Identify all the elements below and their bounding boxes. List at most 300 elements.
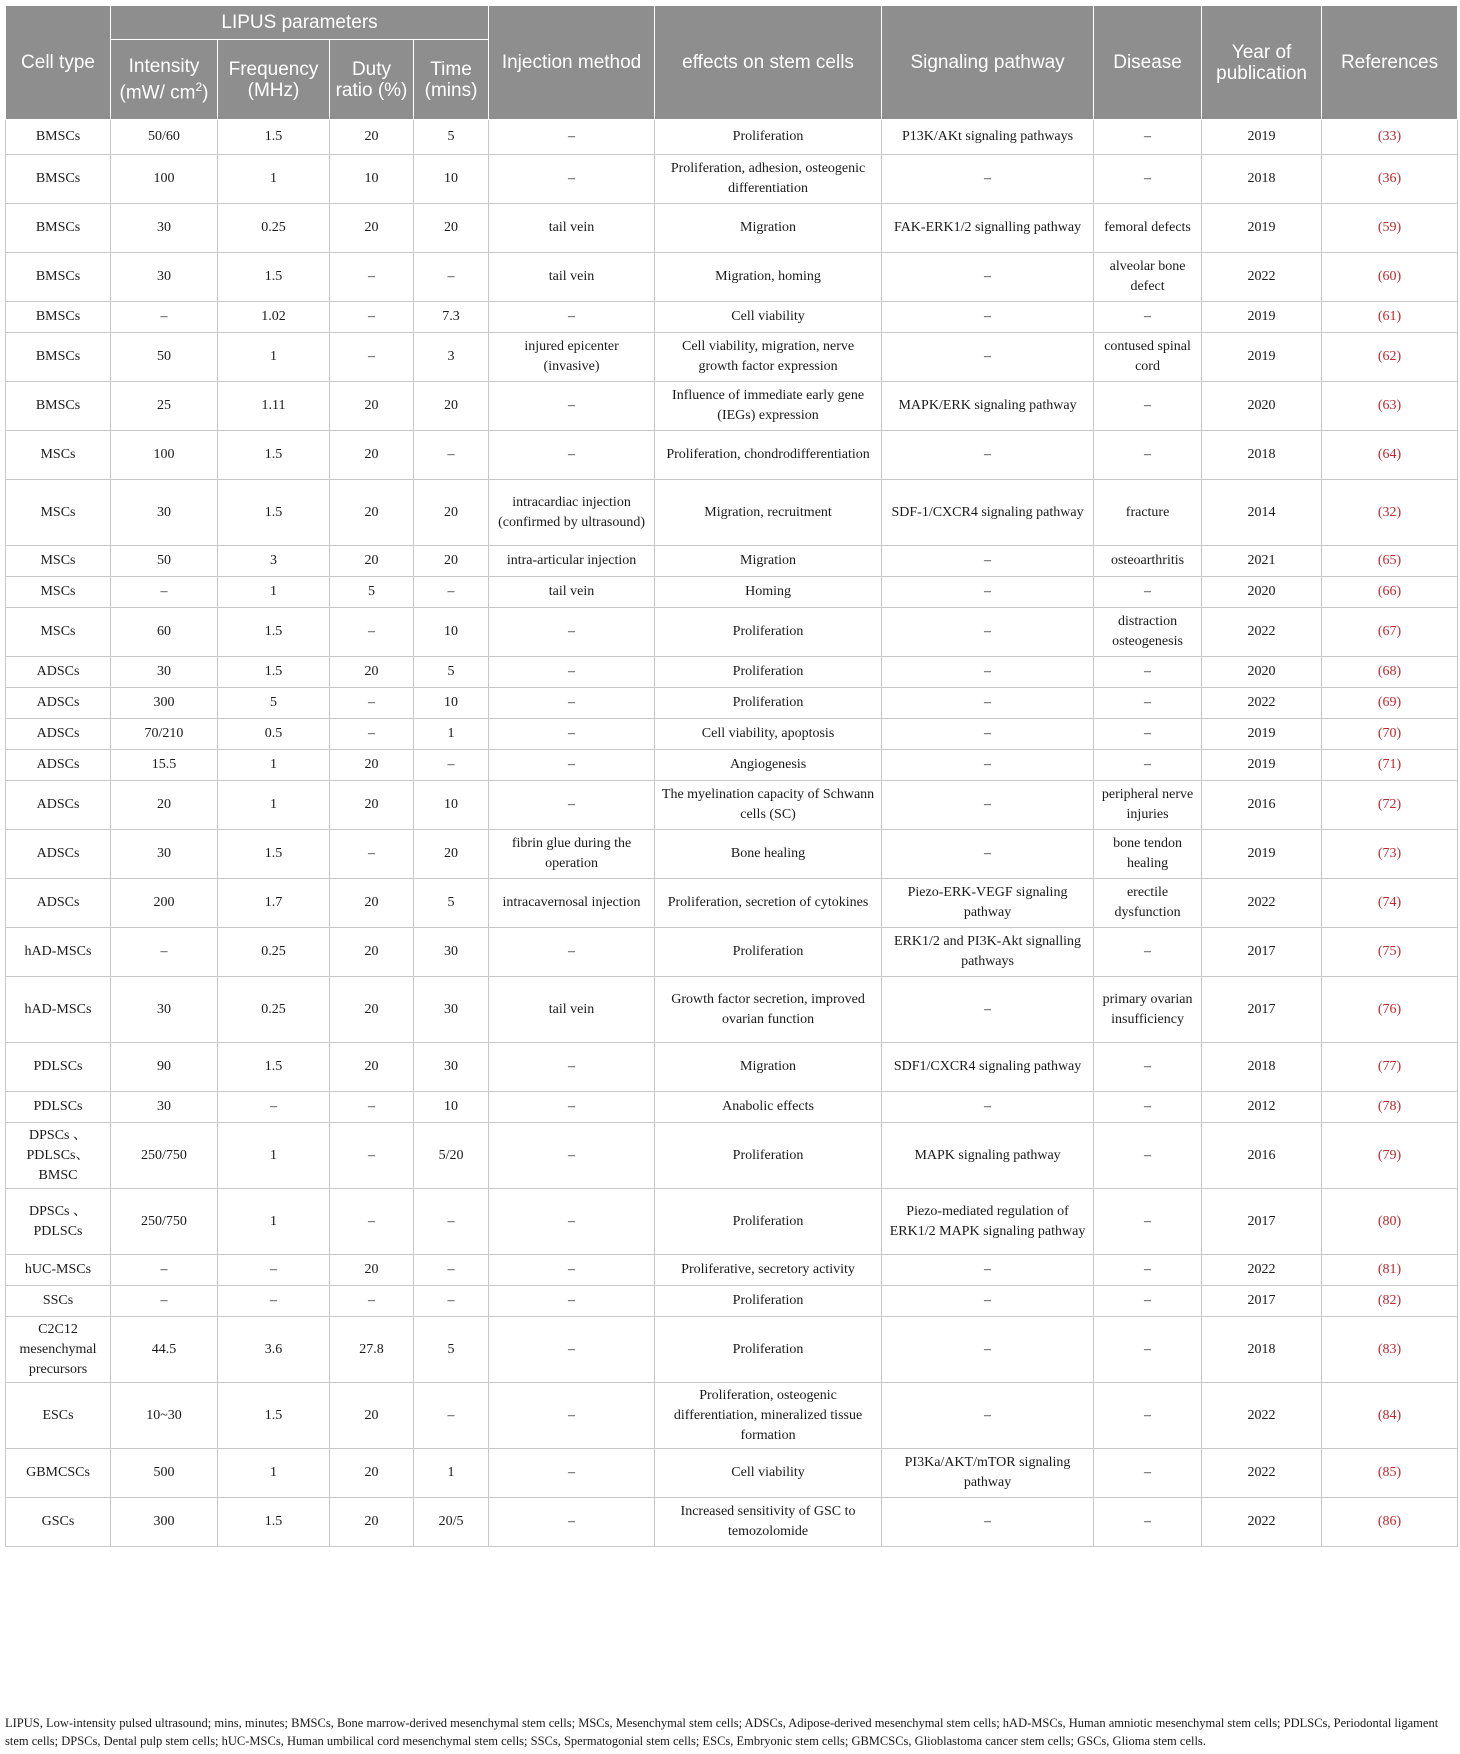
cell-type-cell: BMSCs: [6, 333, 111, 382]
year-cell: 2016: [1202, 781, 1322, 830]
frequency-cell: 1: [218, 781, 330, 830]
disease-cell: –: [1094, 1189, 1202, 1255]
intensity-cell: –: [111, 577, 218, 608]
effects-cell: Bone healing: [655, 830, 882, 879]
table-row: [6, 546, 1458, 577]
intensity-cell: 250/750: [111, 1123, 218, 1189]
time-cell: 5/20: [414, 1123, 489, 1189]
frequency-cell: 1.5: [218, 1043, 330, 1092]
cell-type-cell: ADSCs: [6, 750, 111, 781]
frequency-cell: 1: [218, 577, 330, 608]
time-cell: 20: [414, 480, 489, 546]
cell-type-cell: BMSCs: [6, 382, 111, 431]
disease-cell: –: [1094, 1317, 1202, 1383]
cell-type-cell: ADSCs: [6, 688, 111, 719]
frequency-cell: 1: [218, 155, 330, 204]
time-cell: 20: [414, 204, 489, 253]
frequency-cell: 1: [218, 333, 330, 382]
year-cell: 2022: [1202, 879, 1322, 928]
intensity-cell: 44.5: [111, 1317, 218, 1383]
signaling-pathway-cell: –: [882, 1092, 1094, 1123]
header-lipus-parameters: LIPUS parameters: [111, 6, 489, 40]
reference-cell[interactable]: (63): [1322, 382, 1458, 431]
disease-cell: peripheral nerve injuries: [1094, 781, 1202, 830]
frequency-cell: 1.5: [218, 253, 330, 302]
year-cell: 2019: [1202, 830, 1322, 879]
table-row: [6, 577, 1458, 608]
frequency-cell: –: [218, 1255, 330, 1286]
effects-cell: Proliferation: [655, 1123, 882, 1189]
cell-type-cell: hAD-MSCs: [6, 928, 111, 977]
reference-cell[interactable]: (80): [1322, 1189, 1458, 1255]
time-cell: –: [414, 253, 489, 302]
duty-ratio-cell: 20: [330, 382, 414, 431]
signaling-pathway-cell: –: [882, 1255, 1094, 1286]
time-cell: 10: [414, 155, 489, 204]
frequency-cell: 1.11: [218, 382, 330, 431]
duty-ratio-cell: 20: [330, 879, 414, 928]
year-cell: 2018: [1202, 155, 1322, 204]
time-cell: 20: [414, 546, 489, 577]
time-cell: 10: [414, 688, 489, 719]
duty-ratio-cell: –: [330, 1092, 414, 1123]
cell-type-cell: ESCs: [6, 1383, 111, 1449]
frequency-cell: –: [218, 1286, 330, 1317]
table-row: [6, 1123, 1458, 1189]
reference-cell[interactable]: (85): [1322, 1449, 1458, 1498]
effects-cell: Migration: [655, 204, 882, 253]
header-duty-ratio: Duty ratio (%): [330, 40, 414, 120]
disease-cell: –: [1094, 1286, 1202, 1317]
injection-method-cell: –: [489, 1255, 655, 1286]
duty-ratio-cell: 20: [330, 120, 414, 155]
time-cell: –: [414, 1286, 489, 1317]
reference-cell[interactable]: (70): [1322, 719, 1458, 750]
duty-ratio-cell: –: [330, 302, 414, 333]
table-header: [6, 6, 1458, 120]
signaling-pathway-cell: –: [882, 546, 1094, 577]
effects-cell: Cell viability: [655, 302, 882, 333]
reference-cell[interactable]: (66): [1322, 577, 1458, 608]
intensity-cell: 50: [111, 546, 218, 577]
effects-cell: Proliferation, adhesion, osteogenic differentiation: [655, 155, 882, 204]
cell-type-cell: C2C12 mesenchymal precursors: [6, 1317, 111, 1383]
reference-cell[interactable]: (83): [1322, 1317, 1458, 1383]
year-cell: 2019: [1202, 333, 1322, 382]
effects-cell: Proliferation, secretion of cytokines: [655, 879, 882, 928]
intensity-cell: 30: [111, 830, 218, 879]
reference-cell[interactable]: (64): [1322, 431, 1458, 480]
lipus-stem-cell-table: [5, 5, 1458, 1547]
intensity-cell: 200: [111, 879, 218, 928]
table-row: [6, 120, 1458, 155]
time-cell: 10: [414, 781, 489, 830]
table-row: [6, 333, 1458, 382]
duty-ratio-cell: 20: [330, 546, 414, 577]
reference-cell[interactable]: (71): [1322, 750, 1458, 781]
year-cell: 2019: [1202, 719, 1322, 750]
injection-method-cell: injured epicenter (invasive): [489, 333, 655, 382]
table-row: [6, 977, 1458, 1043]
table-row: [6, 657, 1458, 688]
injection-method-cell: tail vein: [489, 577, 655, 608]
effects-cell: Cell viability: [655, 1449, 882, 1498]
intensity-cell: 30: [111, 253, 218, 302]
reference-cell[interactable]: (72): [1322, 781, 1458, 830]
reference-cell[interactable]: (36): [1322, 155, 1458, 204]
cell-type-cell: BMSCs: [6, 253, 111, 302]
cell-type-cell: ADSCs: [6, 781, 111, 830]
year-cell: 2021: [1202, 546, 1322, 577]
duty-ratio-cell: 20: [330, 1449, 414, 1498]
table-row: [6, 830, 1458, 879]
effects-cell: Proliferation: [655, 608, 882, 657]
header-time: Time (mins): [414, 40, 489, 120]
disease-cell: –: [1094, 1123, 1202, 1189]
injection-method-cell: –: [489, 1317, 655, 1383]
cell-type-cell: ADSCs: [6, 830, 111, 879]
effects-cell: Migration: [655, 1043, 882, 1092]
frequency-cell: 1: [218, 1189, 330, 1255]
reference-cell[interactable]: (61): [1322, 302, 1458, 333]
time-cell: –: [414, 1189, 489, 1255]
reference-cell[interactable]: (65): [1322, 546, 1458, 577]
year-cell: 2020: [1202, 382, 1322, 431]
table-row: [6, 302, 1458, 333]
frequency-cell: 1.5: [218, 608, 330, 657]
effects-cell: Growth factor secretion, improved ovarian function: [655, 977, 882, 1043]
table-row: [6, 688, 1458, 719]
disease-cell: primary ovarian insufficiency: [1094, 977, 1202, 1043]
time-cell: 5: [414, 879, 489, 928]
intensity-cell: 500: [111, 1449, 218, 1498]
cell-type-cell: PDLSCs: [6, 1043, 111, 1092]
reference-cell[interactable]: (82): [1322, 1286, 1458, 1317]
duty-ratio-cell: 27.8: [330, 1317, 414, 1383]
signaling-pathway-cell: ERK1/2 and PI3K-Akt signalling pathways: [882, 928, 1094, 977]
intensity-cell: –: [111, 1286, 218, 1317]
header-injection-method: Injection method: [489, 6, 655, 120]
disease-cell: –: [1094, 155, 1202, 204]
time-cell: 1: [414, 719, 489, 750]
effects-cell: Migration, recruitment: [655, 480, 882, 546]
cell-type-cell: ADSCs: [6, 719, 111, 750]
effects-cell: Proliferation: [655, 928, 882, 977]
effects-cell: Migration, homing: [655, 253, 882, 302]
signaling-pathway-cell: –: [882, 155, 1094, 204]
disease-cell: –: [1094, 657, 1202, 688]
effects-cell: Cell viability, apoptosis: [655, 719, 882, 750]
time-cell: 5: [414, 1317, 489, 1383]
frequency-cell: 1.5: [218, 431, 330, 480]
signaling-pathway-cell: –: [882, 1383, 1094, 1449]
injection-method-cell: –: [489, 382, 655, 431]
header-disease: Disease: [1094, 6, 1202, 120]
reference-cell[interactable]: (33): [1322, 120, 1458, 155]
duty-ratio-cell: 20: [330, 657, 414, 688]
intensity-cell: 30: [111, 480, 218, 546]
time-cell: 30: [414, 977, 489, 1043]
table-row: [6, 719, 1458, 750]
year-cell: 2022: [1202, 1255, 1322, 1286]
year-cell: 2019: [1202, 120, 1322, 155]
time-cell: 20: [414, 830, 489, 879]
duty-ratio-cell: 20: [330, 750, 414, 781]
injection-method-cell: intra-articular injection: [489, 546, 655, 577]
signaling-pathway-cell: –: [882, 1498, 1094, 1547]
cell-type-cell: ADSCs: [6, 657, 111, 688]
signaling-pathway-cell: –: [882, 688, 1094, 719]
disease-cell: –: [1094, 1255, 1202, 1286]
disease-cell: –: [1094, 1092, 1202, 1123]
effects-cell: Proliferation: [655, 1286, 882, 1317]
disease-cell: –: [1094, 1043, 1202, 1092]
frequency-cell: 1.5: [218, 480, 330, 546]
time-cell: 7.3: [414, 302, 489, 333]
injection-method-cell: tail vein: [489, 204, 655, 253]
signaling-pathway-cell: –: [882, 302, 1094, 333]
disease-cell: –: [1094, 750, 1202, 781]
injection-method-cell: –: [489, 1092, 655, 1123]
injection-method-cell: –: [489, 120, 655, 155]
intensity-cell: 10~30: [111, 1383, 218, 1449]
effects-cell: Increased sensitivity of GSC to temozolomide: [655, 1498, 882, 1547]
effects-cell: Influence of immediate early gene (IEGs) expression: [655, 382, 882, 431]
signaling-pathway-cell: SDF1/CXCR4 signaling pathway: [882, 1043, 1094, 1092]
year-cell: 2022: [1202, 1383, 1322, 1449]
duty-ratio-cell: –: [330, 1123, 414, 1189]
disease-cell: –: [1094, 382, 1202, 431]
year-cell: 2017: [1202, 928, 1322, 977]
cell-type-cell: hAD-MSCs: [6, 977, 111, 1043]
frequency-cell: 1.7: [218, 879, 330, 928]
disease-cell: –: [1094, 1449, 1202, 1498]
cell-type-cell: BMSCs: [6, 120, 111, 155]
cell-type-cell: GBMCSCs: [6, 1449, 111, 1498]
signaling-pathway-cell: –: [882, 781, 1094, 830]
table-row: [6, 1498, 1458, 1547]
signaling-pathway-cell: –: [882, 1286, 1094, 1317]
frequency-cell: 0.5: [218, 719, 330, 750]
duty-ratio-cell: 20: [330, 977, 414, 1043]
duty-ratio-cell: 20: [330, 204, 414, 253]
intensity-cell: 100: [111, 155, 218, 204]
cell-type-cell: hUC-MSCs: [6, 1255, 111, 1286]
injection-method-cell: tail vein: [489, 977, 655, 1043]
time-cell: 10: [414, 608, 489, 657]
year-cell: 2018: [1202, 431, 1322, 480]
intensity-cell: 60: [111, 608, 218, 657]
table-row: [6, 253, 1458, 302]
reference-cell[interactable]: (73): [1322, 830, 1458, 879]
frequency-cell: 3: [218, 546, 330, 577]
table-footnote: LIPUS, Low-intensity pulsed ultrasound; mins, minutes; BMSCs, Bone marrow-derived mesenchymal stem cells; MSCs, Mesenchymal stem cells; ADSCs, Adipose-derived mesenchymal stem cells; hAD-MSCs, Human amniotic mesenchymal stem cells; PDLSCs, Periodontal ligament stem cells; DPSCs, Dental pulp stem cells; hUC-MSCs, Human umbilical cord mesenchymal stem cells; SSCs, Spermatogonial stem cells; ESCs, Embryonic stem cells; GBMCSCs, Glioblastoma cancer stem cells; GSCs, Glioma stem cells.: [5, 1716, 1439, 1748]
reference-cell[interactable]: (79): [1322, 1123, 1458, 1189]
effects-cell: Proliferative, secretory activity: [655, 1255, 882, 1286]
intensity-cell: 50/60: [111, 120, 218, 155]
reference-cell[interactable]: (67): [1322, 608, 1458, 657]
header-cell-type: Cell type: [6, 6, 111, 120]
reference-cell[interactable]: (75): [1322, 928, 1458, 977]
disease-cell: alveolar bone defect: [1094, 253, 1202, 302]
signaling-pathway-cell: –: [882, 608, 1094, 657]
table-row: [6, 204, 1458, 253]
year-cell: 2019: [1202, 750, 1322, 781]
disease-cell: –: [1094, 431, 1202, 480]
frequency-cell: 1.5: [218, 1383, 330, 1449]
reference-cell[interactable]: (84): [1322, 1383, 1458, 1449]
year-cell: 2017: [1202, 1189, 1322, 1255]
time-cell: 3: [414, 333, 489, 382]
cell-type-cell: MSCs: [6, 608, 111, 657]
injection-method-cell: –: [489, 1189, 655, 1255]
injection-method-cell: –: [489, 1123, 655, 1189]
duty-ratio-cell: 20: [330, 1043, 414, 1092]
intensity-cell: –: [111, 928, 218, 977]
intensity-cell: 70/210: [111, 719, 218, 750]
intensity-cell: 30: [111, 1092, 218, 1123]
duty-ratio-cell: 20: [330, 1383, 414, 1449]
time-cell: 20/5: [414, 1498, 489, 1547]
signaling-pathway-cell: –: [882, 333, 1094, 382]
duty-ratio-cell: –: [330, 719, 414, 750]
reference-cell[interactable]: (32): [1322, 480, 1458, 546]
reference-cell[interactable]: (60): [1322, 253, 1458, 302]
time-cell: 30: [414, 928, 489, 977]
injection-method-cell: –: [489, 1286, 655, 1317]
duty-ratio-cell: –: [330, 830, 414, 879]
cell-type-cell: DPSCs 、PDLSCs: [6, 1189, 111, 1255]
disease-cell: fracture: [1094, 480, 1202, 546]
reference-cell[interactable]: (77): [1322, 1043, 1458, 1092]
reference-cell[interactable]: (59): [1322, 204, 1458, 253]
frequency-cell: 0.25: [218, 928, 330, 977]
intensity-cell: 30: [111, 204, 218, 253]
signaling-pathway-cell: SDF-1/CXCR4 signaling pathway: [882, 480, 1094, 546]
injection-method-cell: –: [489, 719, 655, 750]
duty-ratio-cell: –: [330, 1189, 414, 1255]
effects-cell: Migration: [655, 546, 882, 577]
duty-ratio-cell: –: [330, 1286, 414, 1317]
header-signaling-pathway: Signaling pathway: [882, 6, 1094, 120]
reference-cell[interactable]: (69): [1322, 688, 1458, 719]
signaling-pathway-cell: –: [882, 1317, 1094, 1383]
frequency-cell: 1.5: [218, 1498, 330, 1547]
signaling-pathway-cell: PI3Ka/AKT/mTOR signaling pathway: [882, 1449, 1094, 1498]
frequency-cell: 1.5: [218, 657, 330, 688]
reference-cell[interactable]: (86): [1322, 1498, 1458, 1547]
disease-cell: femoral defects: [1094, 204, 1202, 253]
table-row: [6, 1255, 1458, 1286]
signaling-pathway-cell: Piezo-ERK-VEGF signaling pathway: [882, 879, 1094, 928]
year-cell: 2019: [1202, 302, 1322, 333]
signaling-pathway-cell: –: [882, 253, 1094, 302]
intensity-cell: 90: [111, 1043, 218, 1092]
duty-ratio-cell: 20: [330, 1255, 414, 1286]
table-row: [6, 1092, 1458, 1123]
signaling-pathway-cell: –: [882, 977, 1094, 1043]
injection-method-cell: –: [489, 431, 655, 480]
injection-method-cell: intracavernosal injection: [489, 879, 655, 928]
cell-type-cell: BMSCs: [6, 155, 111, 204]
effects-cell: Anabolic effects: [655, 1092, 882, 1123]
year-cell: 2016: [1202, 1123, 1322, 1189]
signaling-pathway-cell: –: [882, 431, 1094, 480]
table-row: [6, 1449, 1458, 1498]
duty-ratio-cell: 20: [330, 781, 414, 830]
reference-cell[interactable]: (76): [1322, 977, 1458, 1043]
reference-cell[interactable]: (68): [1322, 657, 1458, 688]
effects-cell: Proliferation, chondrodifferentiation: [655, 431, 882, 480]
table-row: [6, 431, 1458, 480]
effects-cell: Proliferation, osteogenic differentiation, mineralized tissue formation: [655, 1383, 882, 1449]
signaling-pathway-cell: –: [882, 657, 1094, 688]
table-row: [6, 608, 1458, 657]
cell-type-cell: ADSCs: [6, 879, 111, 928]
injection-method-cell: –: [489, 302, 655, 333]
intensity-cell: 300: [111, 1498, 218, 1547]
year-cell: 2022: [1202, 608, 1322, 657]
disease-cell: –: [1094, 688, 1202, 719]
injection-method-cell: –: [489, 1383, 655, 1449]
time-cell: –: [414, 431, 489, 480]
signaling-pathway-cell: Piezo-mediated regulation of ERK1/2 MAPK signaling pathway: [882, 1189, 1094, 1255]
cell-type-cell: MSCs: [6, 546, 111, 577]
effects-cell: Cell viability, migration, nerve growth factor expression: [655, 333, 882, 382]
year-cell: 2017: [1202, 977, 1322, 1043]
signaling-pathway-cell: –: [882, 830, 1094, 879]
table-row: [6, 1189, 1458, 1255]
intensity-cell: 300: [111, 688, 218, 719]
disease-cell: osteoarthritis: [1094, 546, 1202, 577]
year-cell: 2019: [1202, 204, 1322, 253]
cell-type-cell: BMSCs: [6, 204, 111, 253]
duty-ratio-cell: 20: [330, 480, 414, 546]
year-cell: 2022: [1202, 1498, 1322, 1547]
table-row: [6, 781, 1458, 830]
reference-cell[interactable]: (78): [1322, 1092, 1458, 1123]
injection-method-cell: fibrin glue during the operation: [489, 830, 655, 879]
reference-cell[interactable]: (81): [1322, 1255, 1458, 1286]
reference-cell[interactable]: (62): [1322, 333, 1458, 382]
disease-cell: –: [1094, 719, 1202, 750]
intensity-cell: 100: [111, 431, 218, 480]
year-cell: 2017: [1202, 1286, 1322, 1317]
disease-cell: –: [1094, 928, 1202, 977]
effects-cell: Homing: [655, 577, 882, 608]
header-year: Year of publication: [1202, 6, 1322, 120]
frequency-cell: 5: [218, 688, 330, 719]
duty-ratio-cell: 20: [330, 431, 414, 480]
time-cell: 5: [414, 657, 489, 688]
intensity-cell: 25: [111, 382, 218, 431]
table-body: [6, 120, 1458, 1547]
header-references: References: [1322, 6, 1458, 120]
injection-method-cell: –: [489, 688, 655, 719]
time-cell: –: [414, 1383, 489, 1449]
injection-method-cell: –: [489, 928, 655, 977]
effects-cell: Proliferation: [655, 1189, 882, 1255]
disease-cell: erectile dysfunction: [1094, 879, 1202, 928]
reference-cell[interactable]: (74): [1322, 879, 1458, 928]
effects-cell: Angiogenesis: [655, 750, 882, 781]
year-cell: 2014: [1202, 480, 1322, 546]
table-row: [6, 750, 1458, 781]
cell-type-cell: PDLSCs: [6, 1092, 111, 1123]
frequency-cell: 1: [218, 1449, 330, 1498]
cell-type-cell: MSCs: [6, 480, 111, 546]
duty-ratio-cell: 10: [330, 155, 414, 204]
